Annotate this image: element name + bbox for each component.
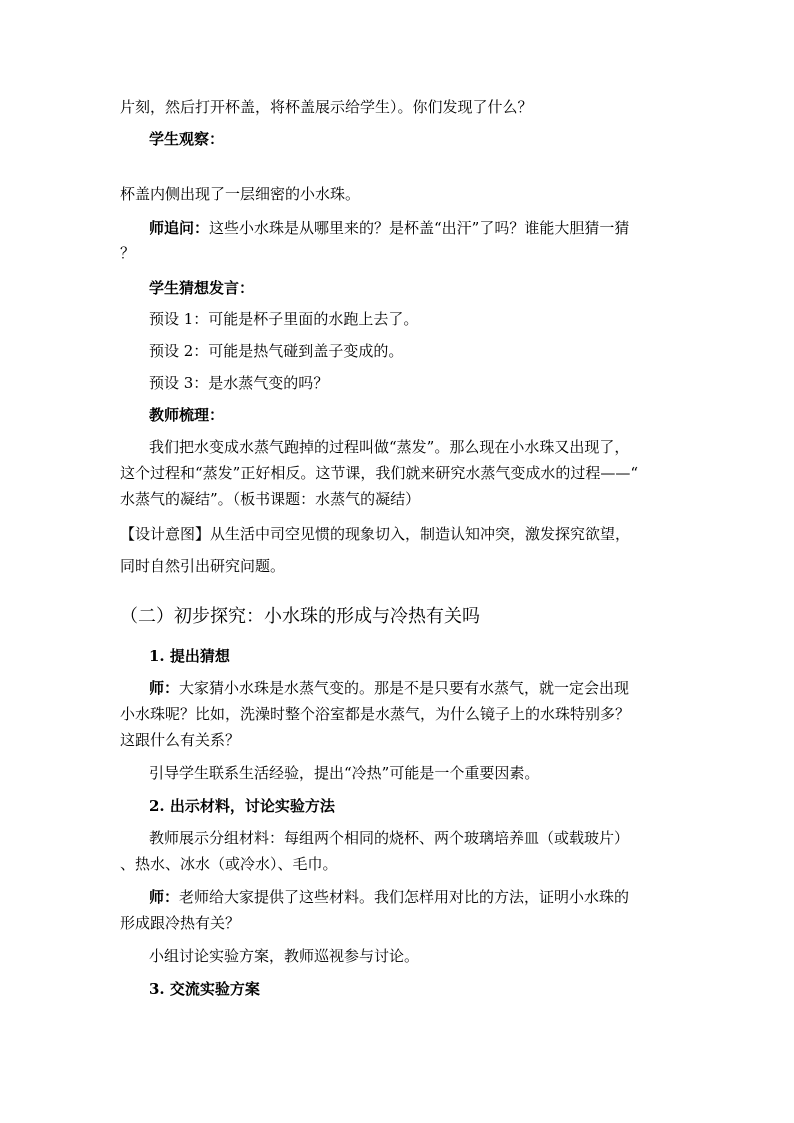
step1-teacher-label: 师： [149,679,180,697]
preset-3: 预设 3：是水蒸气变的吗？ [149,374,329,392]
student-observe-label: 学生观察： [149,130,225,148]
intro-paragraph [120,97,533,117]
step3-title: 3. 交流实验方案 [149,980,260,998]
step2-title: 2. 出示材料，讨论实验方法 [149,797,335,815]
student-guess-label: 学生猜想发言： [149,279,255,297]
step2-line-1: 教师展示分组材料：每组两个相同的烧杯、两个玻璃培养皿（或载玻片） [149,829,630,847]
step1-text: 大家猜小水珠是水蒸气变的。那是不是只要有水蒸气，就一定会出现 [179,679,630,697]
preset-1: 预设 1：可能是杯子里面的水跑上去了。 [149,310,419,328]
step2-discuss: 小组讨论实验方案，教师巡视参与讨论。 [149,947,420,965]
teacher-ask-label: 师追问： [149,219,210,237]
step2-line-2: 、热水、冰水（或冷水）、毛巾。 [120,855,338,873]
design-intent-line-1: 【设计意图】从生活中司空见惯的现象切入，制造认知冲突，激发探究欲望， [120,525,631,543]
teacher-ask-paragraph [149,218,629,238]
teacher-ask-continuation: ？ [120,244,136,262]
step2-text: 老师给大家提供了这些材料。我们怎样用对比的方法，证明小水珠的 [179,888,630,906]
step1-line-2: 小水珠呢？比如，洗澡时整个浴室都是水蒸气，为什么镜子上的水珠特别多？ [120,705,631,723]
step1-line-3: 这跟什么有关系？ [120,731,241,749]
teacher-ask-text: 这些小水珠是从哪里来的？是杯盖“出汗”了吗？谁能大胆猜一猜 [209,219,630,237]
summary-line-2: 这个过程和“蒸发”正好相反。这节课，我们就来研究水蒸气变成水的过程——“ [120,464,639,482]
section-title: （二）初步探究：小水珠的形成与冷热有关吗 [120,606,480,627]
summary-line-3: 水蒸气的凝结”。（板书课题：水蒸气的凝结） [120,490,421,508]
design-intent-line-2: 同时自然引出研究问题。 [120,557,286,575]
intro-text: 片刻，然后打开杯盖，将杯盖展示给学生）。你们发现了什么？ [120,98,533,116]
step1-guide: 引导学生联系生活经验，提出“冷热”可能是一个重要因素。 [149,764,540,782]
step1-line-1 [149,678,629,698]
step2-line-4: 形成跟冷热有关？ [120,914,241,932]
preset-2: 预设 2：可能是热气碰到盖子变成的。 [149,342,404,360]
teacher-summary-label: 教师梳理： [149,406,225,424]
step2-teacher-label: 师： [149,888,180,906]
observe-paragraph: 杯盖内侧出现了一层细密的小水珠。 [120,185,361,203]
step1-title: 1. 提出猜想 [149,647,230,665]
step2-line-3 [149,887,629,907]
summary-line-1: 我们把水变成水蒸气跑掉的过程叫做“蒸发”。那么现在小水珠又出现了， [149,438,630,456]
